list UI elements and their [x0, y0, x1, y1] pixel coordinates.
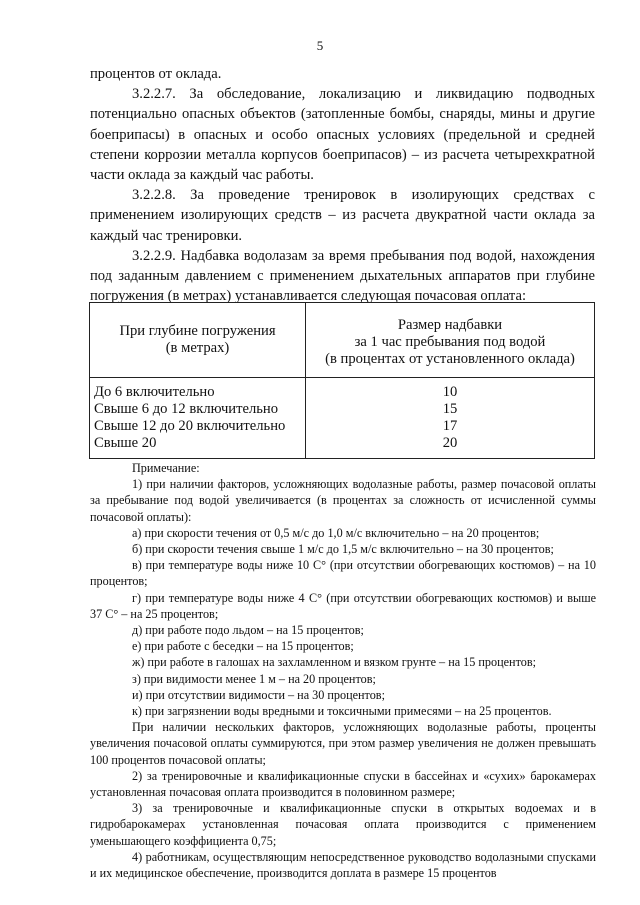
note-line: в) при температуре воды ниже 10 С° (при отсутствии обогревающих костюмов) – на 10 процентов; — [90, 558, 596, 589]
depth-column — [90, 378, 306, 459]
table-body-row — [90, 378, 595, 459]
note-line: При наличии нескольких факторов, усложняющих водолазные работы, проценты увеличения почасовой оплаты суммируются, при этом размер увеличения не должен превышать 100 процентов почасовой оплаты; — [90, 720, 596, 767]
value-column — [306, 378, 595, 459]
table-cell-depth: Свыше 12 до 20 включительно — [94, 418, 286, 434]
note-line: г) при температуре воды ниже 4 С° (при отсутствии обогревающих костюмов) и выше 37 С° – на 25 процентов; — [90, 590, 596, 621]
paragraph-continuation: процентов от оклада. — [90, 66, 222, 82]
main-text — [90, 64, 595, 306]
paragraph-3-2-2-7: 3.2.2.7. За обследование, локализацию и ликвидацию подводных потенциально опасных объектов (затопленные бомбы, снаряды, мины и другие боеприпасы) в опасных и особо опасных условиях (предельной и средней степени коррозии металла корпусов боеприпасов) – из расчета четырехкратной части оклада за каждый час работы. — [90, 86, 595, 184]
depth-pay-table — [89, 302, 595, 459]
note-line: 4) работникам, осуществляющим непосредственное руководство водолазными спусками и их медицинское обеспечение, производится доплата в размере 15 процентов — [90, 849, 596, 881]
note-line: и) при отсутствии видимости – на 30 процентов; — [132, 687, 385, 702]
table-cell-value: 17 — [442, 418, 458, 434]
table-cell-depth: Свыше 6 до 12 включительно — [94, 401, 279, 417]
paragraph-3-2-2-8: 3.2.2.8. За проведение тренировок в изолирующих средствах с применением изолирующих средств – из расчета двукратной части оклада за каждый час тренировки. — [90, 187, 595, 244]
table-header-row — [90, 303, 595, 378]
paragraph-3-2-2-9: 3.2.2.9. Надбавка водолазам за время пребывания под водой, нахождения под заданным давлением с применением дыхательных аппаратов при глубине погружения (в метрах) устанавливается следующая почасовая оплата: — [90, 247, 595, 305]
note-line: 1) при наличии факторов, усложняющих водолазные работы, размер почасовой оплаты за пребывание под водой увеличивается (в процентах за сложность от исчисленной суммы почасовой оплаты): — [90, 477, 596, 524]
note-line: з) при видимости менее 1 м – на 20 процентов; — [132, 671, 376, 686]
table-cell-depth: Свыше 20 — [94, 435, 157, 451]
note-section — [90, 460, 596, 881]
table-cell-value: 15 — [442, 401, 458, 417]
page-number: 5 — [316, 38, 324, 53]
note-line: ж) при работе в галошах на захламленном и вязком грунте – на 15 процентов; — [132, 655, 536, 670]
table-cell-value: 20 — [442, 435, 458, 451]
note-line: 2) за тренировочные и квалификационные спуски в бассейнах и «сухих» барокамерах установленная почасовая оплата производится в половинном размере; — [90, 768, 596, 800]
table-cell-depth: До 6 включительно — [94, 384, 215, 400]
note-line: к) при загрязнении воды вредными и токсичными примесями – на 25 процентов. — [132, 704, 552, 719]
note-line: а) при скорости течения от 0,5 м/с до 1,0 м/с включительно – на 20 процентов; — [132, 525, 540, 540]
note-line: е) при работе с беседки – на 15 процентов; — [132, 639, 354, 654]
note-title: Примечание: — [132, 461, 200, 475]
header-allowance: Размер надбавки за 1 час пребывания под водой (в процентах от установленного оклада) — [306, 303, 595, 378]
header-depth: При глубине погружения (в метрах) — [90, 303, 306, 378]
note-line: 3) за тренировочные и квалификационные спуски в открытых водоемах и в гидробарокамерах установленная почасовая оплата производится с применением уменьшающего коэффициента 0,75; — [90, 801, 596, 848]
table-cell-value: 10 — [442, 384, 458, 400]
note-line: б) при скорости течения свыше 1 м/с до 1,5 м/с включительно – на 30 процентов; — [132, 542, 554, 557]
note-line: д) при работе подо льдом – на 15 процентов; — [132, 623, 364, 638]
